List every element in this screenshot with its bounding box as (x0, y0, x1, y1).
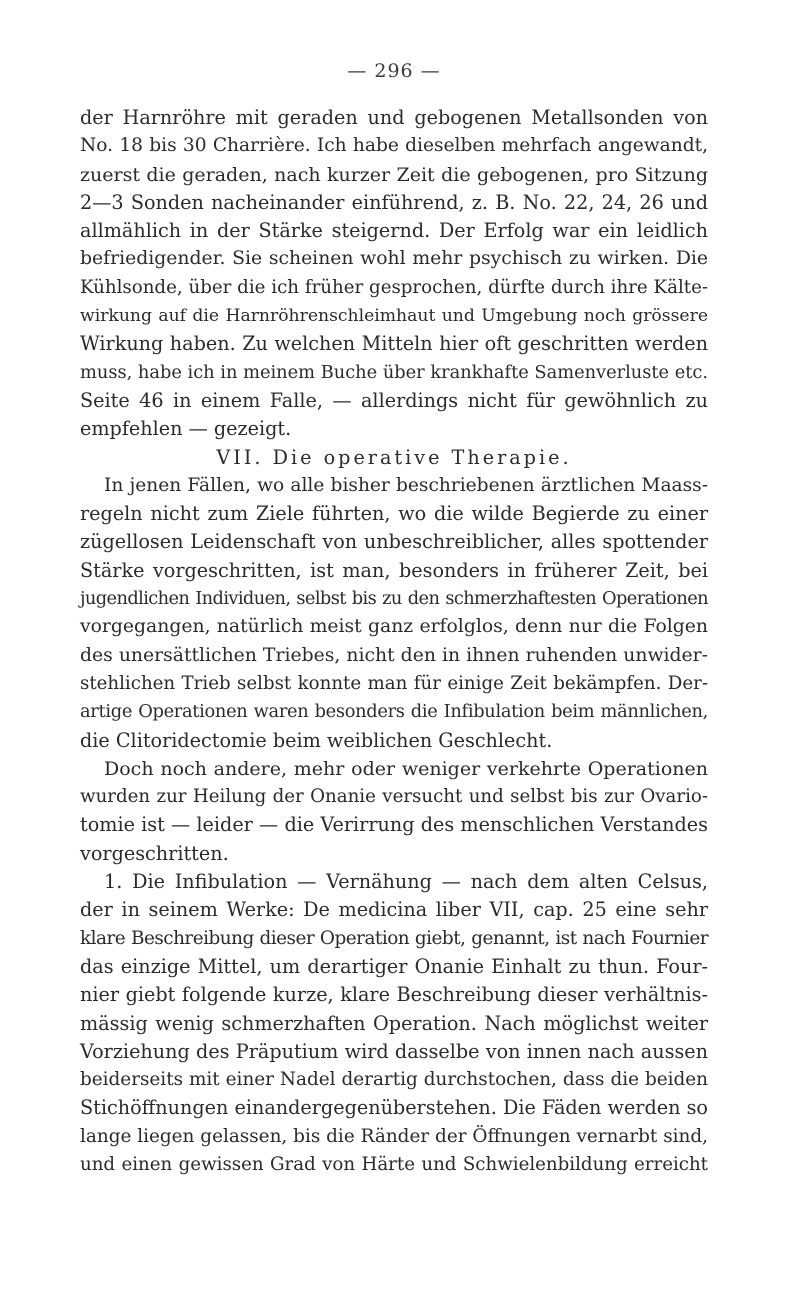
text-line: lange liegen gelassen, bis die Ränder der Öffnungen vernarbt sind, (80, 1125, 708, 1147)
text-line: Doch noch andere, mehr oder weniger verkehrte Operationen (104, 757, 708, 780)
text-line: zügellosen Leidenschaft von unbeschreiblicher, alles spottender (80, 530, 708, 554)
text-line: empfehlen — gezeigt. (80, 417, 292, 441)
text-line: 2—3 Sonden nacheinander einführend, z. B. No. 22, 24, 26 und (80, 190, 708, 214)
text-line: nier giebt folgende kurze, klare Beschreibung dieser verhältnis- (80, 983, 708, 1007)
text-line: Seite 46 in einem Falle, — allerdings nicht für gewöhnlich zu (80, 388, 708, 412)
text-line: die Clitoridectomie beim weiblichen Geschlecht. (80, 728, 553, 752)
text-line: Stichöffnungen einandergegenüberstehen. Die Fäden werden so (80, 1096, 708, 1120)
text-line: Stärke vorgeschritten, ist man, besonders in früherer Zeit, bei (80, 558, 708, 582)
text-line: zuerst die geraden, nach kurzer Zeit die gebogenen, pro Sitzung (80, 163, 708, 186)
text-line: wurden zur Heilung der Onanie versucht und selbst bis zur Ovario- (80, 786, 708, 808)
text-line: das einzige Mittel, um derartiger Onanie Einhalt zu thun. Four- (80, 954, 708, 978)
text-line: mässig wenig schmerzhaften Operation. Nach möglichst weiter (80, 1011, 708, 1035)
text-line: wirkung auf die Harnröhrenschleimhaut und Umgebung noch grössere (80, 306, 708, 327)
text-line: der in seinem Werke: De medicina liber VII, cap. 25 eine sehr (80, 898, 708, 922)
text-line: 1. Die Infibulation — Vernähung — nach dem alten Celsus, (104, 870, 708, 894)
body-text (80, 104, 708, 1179)
text-line: beiderseits mit einer Nadel derartig durchstochen, dass die beiden (80, 1069, 708, 1091)
text-line: stehlichen Trieb selbst konnte man für einige Zeit bekämpfen. Der- (80, 672, 708, 694)
text-line: vorgeschritten. (80, 841, 229, 865)
text-line: der Harnröhre mit geraden und gebogenen Metallsonden von (80, 106, 708, 129)
text-line: vorgegangen, natürlich meist ganz erfolglos, denn nur die Folgen (80, 616, 708, 638)
text-line: Kühlsonde, über die ich früher gesprochen, dürfte durch ihre Kälte- (80, 276, 708, 298)
page-number: — 296 — (347, 60, 441, 82)
text-line: allmählich in der Stärke steigernd. Der Erfolg war ein leidlich (80, 219, 708, 243)
text-line: Wirkung haben. Zu welchen Mitteln hier oft geschritten werden (80, 332, 708, 356)
text-line: des unersättlichen Triebes, nicht den in ihnen ruhenden unwider- (80, 644, 708, 666)
text-line: klare Beschreibung dieser Operation giebt, genannt, ist nach Fournier (80, 927, 708, 949)
text-line: No. 18 bis 30 Charrière. Ich habe dieselben mehrfach angewandt, (80, 135, 708, 157)
text-line: Vorziehung des Präputium wird dasselbe von innen nach aussen (80, 1039, 708, 1063)
text-line: befriedigender. Sie scheinen wohl mehr psychisch zu wirken. Die (80, 248, 708, 270)
text-line: regeln nicht zum Ziele führten, wo die wilde Begierde zu einer (80, 502, 708, 526)
text-line: tomie ist — leider — die Verirrung des menschlichen Verstandes (80, 813, 708, 837)
text-line: In jenen Fällen, wo alle bisher beschriebenen ärztlichen Maass- (104, 474, 708, 496)
text-line: jugendlichen Individuen, selbst bis zu den schmerzhaftesten Operationen (80, 588, 708, 610)
text-line: und einen gewissen Grad von Härte und Schwielenbildung erreicht (80, 1153, 708, 1175)
text-line: muss, habe ich in meinem Buche über krankhafte Samenverluste etc. (80, 361, 708, 383)
section-heading: VII. Die operative Therapie. (216, 445, 572, 469)
text-line: artige Operationen waren besonders die Infibulation beim männlichen, (80, 701, 708, 723)
